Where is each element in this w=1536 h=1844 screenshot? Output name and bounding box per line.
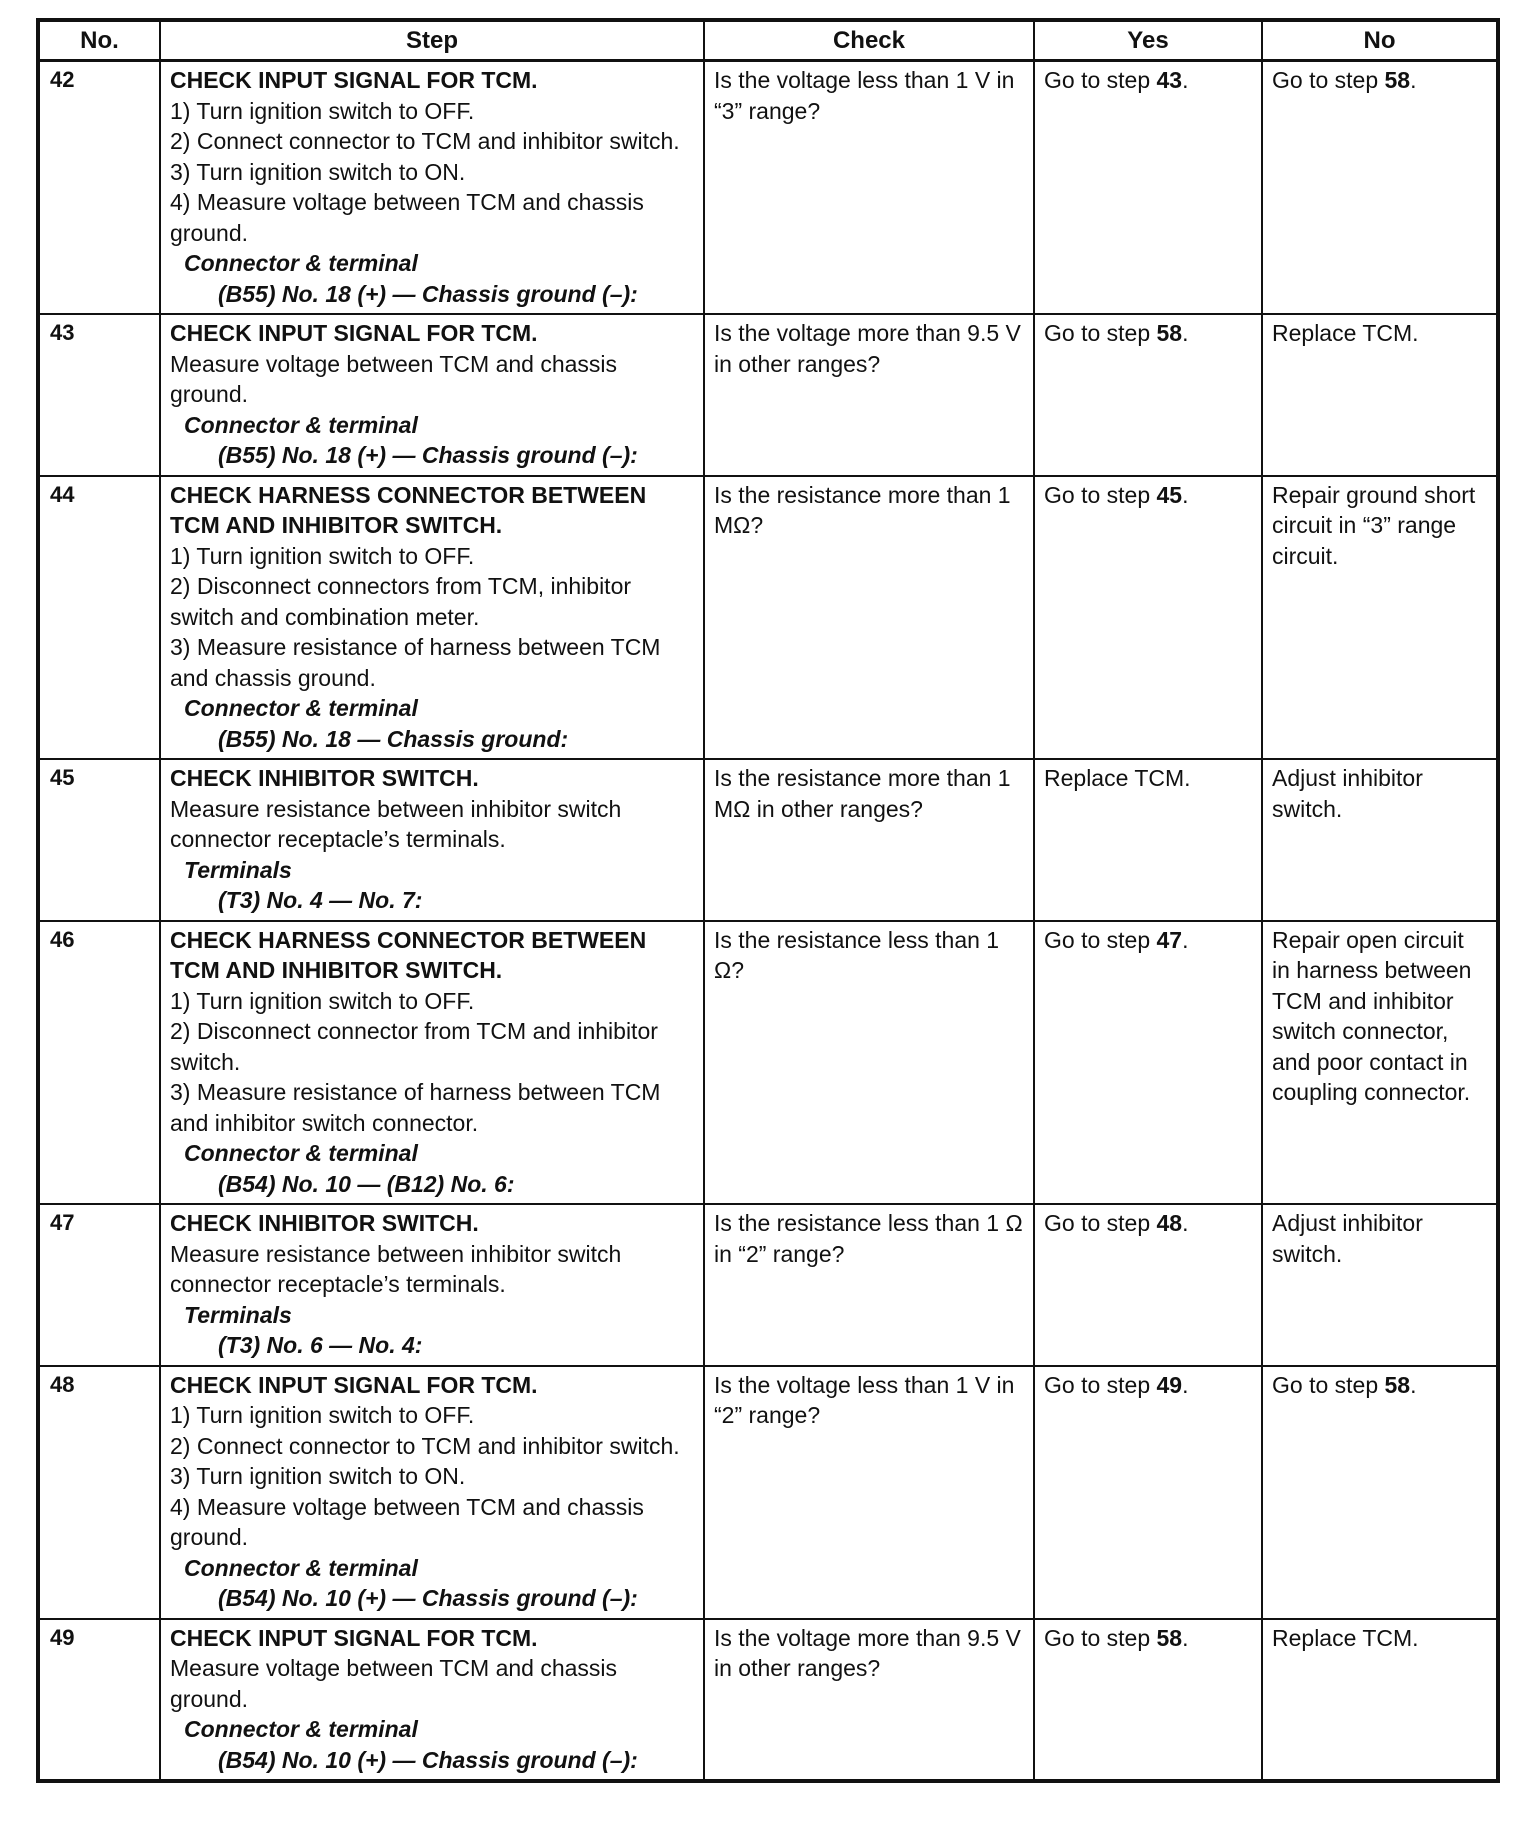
yes-action-prefix: Go to step — [1044, 320, 1157, 346]
step-instruction: 2) Disconnect connectors from TCM, inhibitor switch and combination meter. — [170, 573, 632, 630]
table-row — [38, 476, 1498, 760]
connector-label: Connector & terminal — [184, 250, 418, 276]
no-action-prefix: Go to step — [1272, 67, 1385, 93]
yes-action-prefix: Go to step — [1044, 1624, 1157, 1651]
step-description — [160, 61, 704, 315]
step-number: 47 — [38, 1204, 160, 1366]
yes-action-suffix: . — [1182, 926, 1189, 953]
step-instruction: 1) Turn ignition switch to OFF. — [170, 542, 475, 569]
step-instruction: Measure resistance between inhibitor switch connector receptacle’s terminals. — [170, 1240, 622, 1297]
table-row — [38, 61, 1498, 315]
yes-action-step-ref: 49 — [1156, 1371, 1183, 1398]
table-row — [38, 1204, 1498, 1366]
yes-action-step-ref: 45 — [1156, 481, 1183, 508]
check-question: Is the resistance more than 1 MΩ in other ranges? — [704, 759, 1034, 921]
yes-action — [1034, 314, 1262, 476]
yes-action-prefix: Go to step — [1044, 1210, 1157, 1236]
header-check: Check — [704, 20, 1034, 61]
header-step: Step — [160, 20, 704, 61]
check-question: Is the resistance less than 1 Ω? — [704, 921, 1034, 1205]
step-title: CHECK INHIBITOR SWITCH. — [170, 765, 479, 791]
step-instruction: 4) Measure voltage between TCM and chassis ground. — [170, 1493, 644, 1550]
step-title: CHECK INPUT SIGNAL FOR TCM. — [170, 1371, 538, 1398]
step-description — [160, 921, 704, 1205]
step-number: 45 — [38, 759, 160, 921]
yes-action-step-ref: 43 — [1156, 67, 1183, 93]
step-instruction: 4) Measure voltage between TCM and chassis ground. — [170, 189, 644, 246]
terminal-spec: (B55) No. 18 — Chassis ground: — [218, 725, 569, 752]
no-action — [1262, 61, 1498, 315]
yes-action-prefix: Go to step — [1044, 1371, 1157, 1398]
step-instruction: 3) Turn ignition switch to ON. — [170, 158, 466, 185]
check-question: Is the voltage more than 9.5 V in other ranges? — [704, 314, 1034, 476]
yes-action-suffix: . — [1182, 1624, 1189, 1651]
no-action: Repair open circuit in harness between TCM and inhibitor switch connector, and poor contact in coupling connector. — [1262, 921, 1498, 1205]
check-question: Is the resistance less than 1 Ω in “2” range? — [704, 1204, 1034, 1366]
yes-action — [1034, 1619, 1262, 1782]
check-question: Is the voltage more than 9.5 V in other ranges? — [704, 1619, 1034, 1782]
no-action-suffix: . — [1410, 67, 1417, 93]
step-description — [160, 476, 704, 760]
connector-label: Terminals — [184, 1301, 292, 1328]
step-title: CHECK INPUT SIGNAL FOR TCM. — [170, 1624, 538, 1651]
step-number: 49 — [38, 1619, 160, 1782]
no-action: Adjust inhibitor switch. — [1262, 1204, 1498, 1366]
step-title: CHECK HARNESS CONNECTOR BETWEEN TCM AND INHIBITOR SWITCH. — [170, 481, 647, 538]
connector-label: Connector & terminal — [184, 1554, 418, 1581]
step-title: CHECK INPUT SIGNAL FOR TCM. — [170, 320, 538, 346]
terminal-spec: (B54) No. 10 (+) — Chassis ground (–): — [218, 1585, 638, 1611]
no-action — [1262, 1366, 1498, 1619]
step-instruction: 2) Connect connector to TCM and inhibitor switch. — [170, 128, 680, 154]
connector-label: Connector & terminal — [184, 1716, 418, 1742]
no-action-suffix: . — [1410, 1371, 1417, 1398]
step-instruction: 3) Measure resistance of harness between TCM and chassis ground. — [170, 634, 661, 691]
check-question: Is the resistance more than 1 MΩ? — [704, 476, 1034, 760]
step-number: 44 — [38, 476, 160, 760]
step-number: 46 — [38, 921, 160, 1205]
check-question: Is the voltage less than 1 V in “2” range? — [704, 1366, 1034, 1619]
terminal-spec: (B54) No. 10 (+) — Chassis ground (–): — [218, 1746, 638, 1773]
no-action-step-ref: 58 — [1384, 67, 1411, 93]
step-instruction: 1) Turn ignition switch to OFF. — [170, 987, 475, 1014]
terminal-spec: (B55) No. 18 (+) — Chassis ground (–): — [218, 442, 638, 468]
step-description — [160, 1366, 704, 1619]
terminal-spec: (B55) No. 18 (+) — Chassis ground (–): — [218, 280, 638, 307]
no-action-prefix: Go to step — [1272, 1371, 1385, 1398]
step-number: 48 — [38, 1366, 160, 1619]
step-description — [160, 1204, 704, 1366]
step-instruction: 3) Measure resistance of harness between TCM and inhibitor switch connector. — [170, 1079, 661, 1136]
yes-action-suffix: . — [1182, 320, 1189, 346]
step-title: CHECK INPUT SIGNAL FOR TCM. — [170, 67, 538, 93]
connector-label: Connector & terminal — [184, 1140, 418, 1166]
step-description — [160, 1619, 704, 1782]
step-instruction: 1) Turn ignition switch to OFF. — [170, 97, 475, 124]
step-instruction: 2) Disconnect connector from TCM and inhibitor switch. — [170, 1018, 658, 1075]
yes-action-suffix: . — [1182, 1210, 1189, 1236]
yes-action-suffix: . — [1182, 481, 1189, 508]
terminal-spec: (B54) No. 10 — (B12) No. 6: — [218, 1170, 515, 1197]
step-instruction: Measure resistance between inhibitor switch connector receptacle’s terminals. — [170, 795, 622, 852]
step-description — [160, 314, 704, 476]
step-number: 42 — [38, 61, 160, 315]
yes-action-suffix: . — [1182, 67, 1189, 93]
step-instruction: Measure voltage between TCM and chassis ground. — [170, 1655, 618, 1712]
no-action: Repair ground short circuit in “3” range circuit. — [1262, 476, 1498, 760]
step-instruction: Measure voltage between TCM and chassis ground. — [170, 350, 618, 407]
table-row — [38, 759, 1498, 921]
terminal-spec: (T3) No. 4 — No. 7: — [218, 887, 423, 913]
table-row — [38, 1619, 1498, 1782]
yes-action — [1034, 476, 1262, 760]
header-yes: Yes — [1034, 20, 1262, 61]
table-row — [38, 921, 1498, 1205]
yes-action-suffix: . — [1182, 1371, 1189, 1398]
no-action: Replace TCM. — [1262, 314, 1498, 476]
yes-action-prefix: Go to step — [1044, 67, 1157, 93]
yes-action — [1034, 1204, 1262, 1366]
header-no-result: No — [1262, 20, 1498, 61]
yes-action — [1034, 1366, 1262, 1619]
step-title: CHECK INHIBITOR SWITCH. — [170, 1210, 479, 1236]
step-description — [160, 759, 704, 921]
check-question: Is the voltage less than 1 V in “3” range? — [704, 61, 1034, 315]
yes-action — [1034, 921, 1262, 1205]
connector-label: Terminals — [184, 856, 292, 883]
connector-label: Connector & terminal — [184, 411, 418, 438]
yes-action-step-ref: 58 — [1156, 1624, 1183, 1651]
no-action-step-ref: 58 — [1384, 1371, 1411, 1398]
step-number: 43 — [38, 314, 160, 476]
yes-action-step-ref: 47 — [1156, 926, 1183, 953]
step-title: CHECK HARNESS CONNECTOR BETWEEN TCM AND INHIBITOR SWITCH. — [170, 926, 647, 983]
diagnostic-table-page — [36, 18, 1496, 1783]
header-row — [38, 20, 1498, 61]
yes-action-step-ref: 58 — [1156, 320, 1183, 346]
step-instruction: 1) Turn ignition switch to OFF. — [170, 1402, 475, 1428]
yes-action — [1034, 61, 1262, 315]
diagnostic-table — [36, 18, 1500, 1783]
step-instruction: 2) Connect connector to TCM and inhibitor switch. — [170, 1432, 680, 1459]
yes-action-step-ref: 48 — [1156, 1210, 1183, 1236]
no-action: Adjust inhibitor switch. — [1262, 759, 1498, 921]
table-row — [38, 1366, 1498, 1619]
connector-label: Connector & terminal — [184, 695, 418, 721]
no-action: Replace TCM. — [1262, 1619, 1498, 1782]
yes-action: Replace TCM. — [1034, 759, 1262, 921]
terminal-spec: (T3) No. 6 — No. 4: — [218, 1332, 423, 1358]
yes-action-prefix: Go to step — [1044, 481, 1157, 508]
table-row — [38, 314, 1498, 476]
step-instruction: 3) Turn ignition switch to ON. — [170, 1463, 466, 1489]
header-no: No. — [38, 20, 160, 61]
yes-action-prefix: Go to step — [1044, 926, 1157, 953]
